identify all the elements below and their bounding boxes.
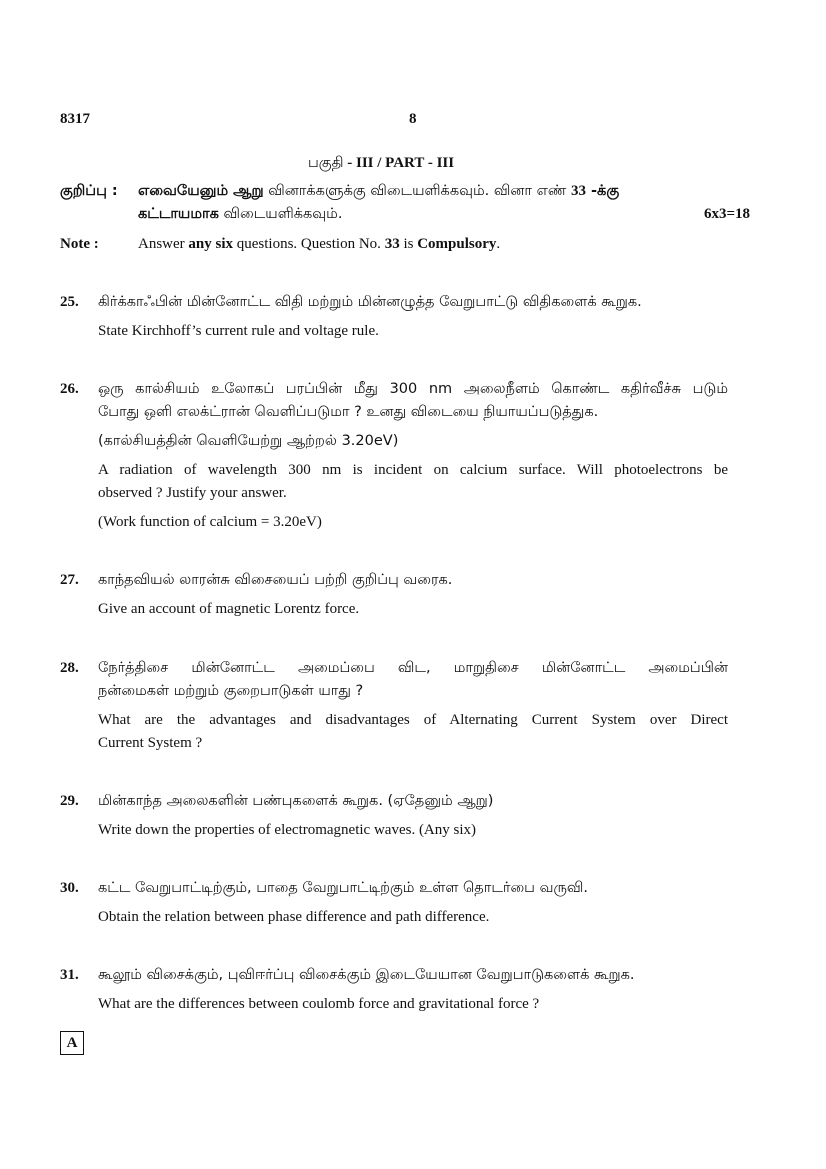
question-english-line: Current System ? (98, 735, 203, 751)
section-title-part: - III / PART - III (343, 155, 455, 171)
paper-code: 8317 (60, 111, 90, 127)
question-english-line: Write down the properties of electromagnetic waves. (Any six) (98, 822, 477, 838)
note-text-e: is (399, 236, 418, 252)
note-text-c: questions. Question No. (233, 236, 385, 252)
question-number: 26. (60, 381, 79, 397)
question-tamil-line: (கால்சியத்தின் வெளியேற்று ஆற்றல் 3.20eV) (98, 433, 399, 449)
note-text (138, 236, 500, 253)
instruction-question-number: 33 (570, 183, 586, 199)
question-number: 27. (60, 572, 79, 588)
section-title-tamil: பகுதி (308, 155, 344, 171)
question-english-line: A radiation of wavelength 300 nm is incident on calcium surface. Will photoelectrons be (98, 462, 728, 478)
question-paper-version-box: A (60, 1031, 84, 1055)
instruction-tamil-label: குறிப்பு : (60, 183, 118, 199)
question-tamil-line: போது ஒளி எலக்ட்ரான் வெளிப்படுமா ? உனது விடையை நியாயப்படுத்துக. (98, 404, 599, 420)
note-any-six: any six (188, 236, 234, 252)
instruction-compulsory-tamil: கட்டாயமாக (138, 206, 219, 222)
section-title (308, 154, 454, 173)
question-tamil-line: காந்தவியல் லாரன்சு விசையைப் பற்றி குறிப்பு வரைக. (98, 572, 453, 588)
question-tamil-line: கட்ட வேறுபாட்டிற்கும், பாதை வேறுபாட்டிற்கும் உள்ள தொடர்பை வருவி. (98, 880, 588, 896)
question-tamil-line: கூலூம் விசைக்கும், புவிஈர்ப்பு விசைக்கும் இடையேயான வேறுபாடுகளைக் கூறுக. (98, 967, 635, 983)
instruction-any-six-tamil: எவையேனும் ஆறு (138, 183, 264, 199)
question-english-line: State Kirchhoff’s current rule and voltage rule. (98, 323, 379, 339)
marks-allocation: 6x3=18 (704, 206, 751, 222)
page-number: 8 (409, 111, 417, 127)
question-tamil-line: நேர்த்திசை மின்னோட்ட அமைப்பை விட, மாறுதிசை மின்னோட்ட அமைப்பின் (98, 660, 728, 676)
instruction-tamil-line1 (138, 183, 619, 201)
instruction-tamil-answer: விடையளிக்கவும். (218, 206, 343, 222)
question-english-line: observed ? Justify your answer. (98, 485, 287, 501)
note-compulsory: Compulsory (417, 236, 497, 252)
question-number: 25. (60, 294, 79, 310)
note-question-number: 33 (384, 236, 400, 252)
question-english-line: (Work function of calcium = 3.20eV) (98, 514, 322, 530)
note-text-g: . (496, 236, 501, 252)
question-tamil-line: கிர்க்காஃபின் மின்னோட்ட விதி மற்றும் மின்னழுத்த வேறுபாட்டு விதிகளைக் கூறுக. (98, 294, 642, 310)
question-tamil-line: மின்காந்த அலைகளின் பண்புகளைக் கூறுக. (ஏதேனும் ஆறு) (98, 793, 494, 809)
question-number: 28. (60, 660, 79, 676)
note-label: Note : (60, 236, 99, 252)
question-english-line: Obtain the relation between phase difference and path difference. (98, 909, 490, 925)
question-tamil-line: நன்மைகள் மற்றும் குறைபாடுகள் யாது ? (98, 683, 364, 699)
instruction-tamil-suffix: -க்கு (585, 183, 620, 199)
question-tamil-line: ஒரு கால்சியம் உலோகப் பரப்பின் மீது 300 nm அலைநீளம் கொண்ட கதிர்வீச்சு படும் (98, 381, 728, 397)
question-english-line: What are the differences between coulomb force and gravitational force ? (98, 996, 540, 1012)
question-number: 30. (60, 880, 79, 896)
question-english-line: Give an account of magnetic Lorentz force. (98, 601, 360, 617)
instruction-tamil-line2 (138, 206, 342, 224)
question-english-line: What are the advantages and disadvantages of Alternating Current System over Direct (98, 712, 728, 728)
question-number: 29. (60, 793, 79, 809)
question-number: 31. (60, 967, 79, 983)
instruction-tamil-text: வினாக்களுக்கு விடையளிக்கவும். வினா எண் (263, 183, 571, 199)
note-text-a: Answer (138, 236, 189, 252)
